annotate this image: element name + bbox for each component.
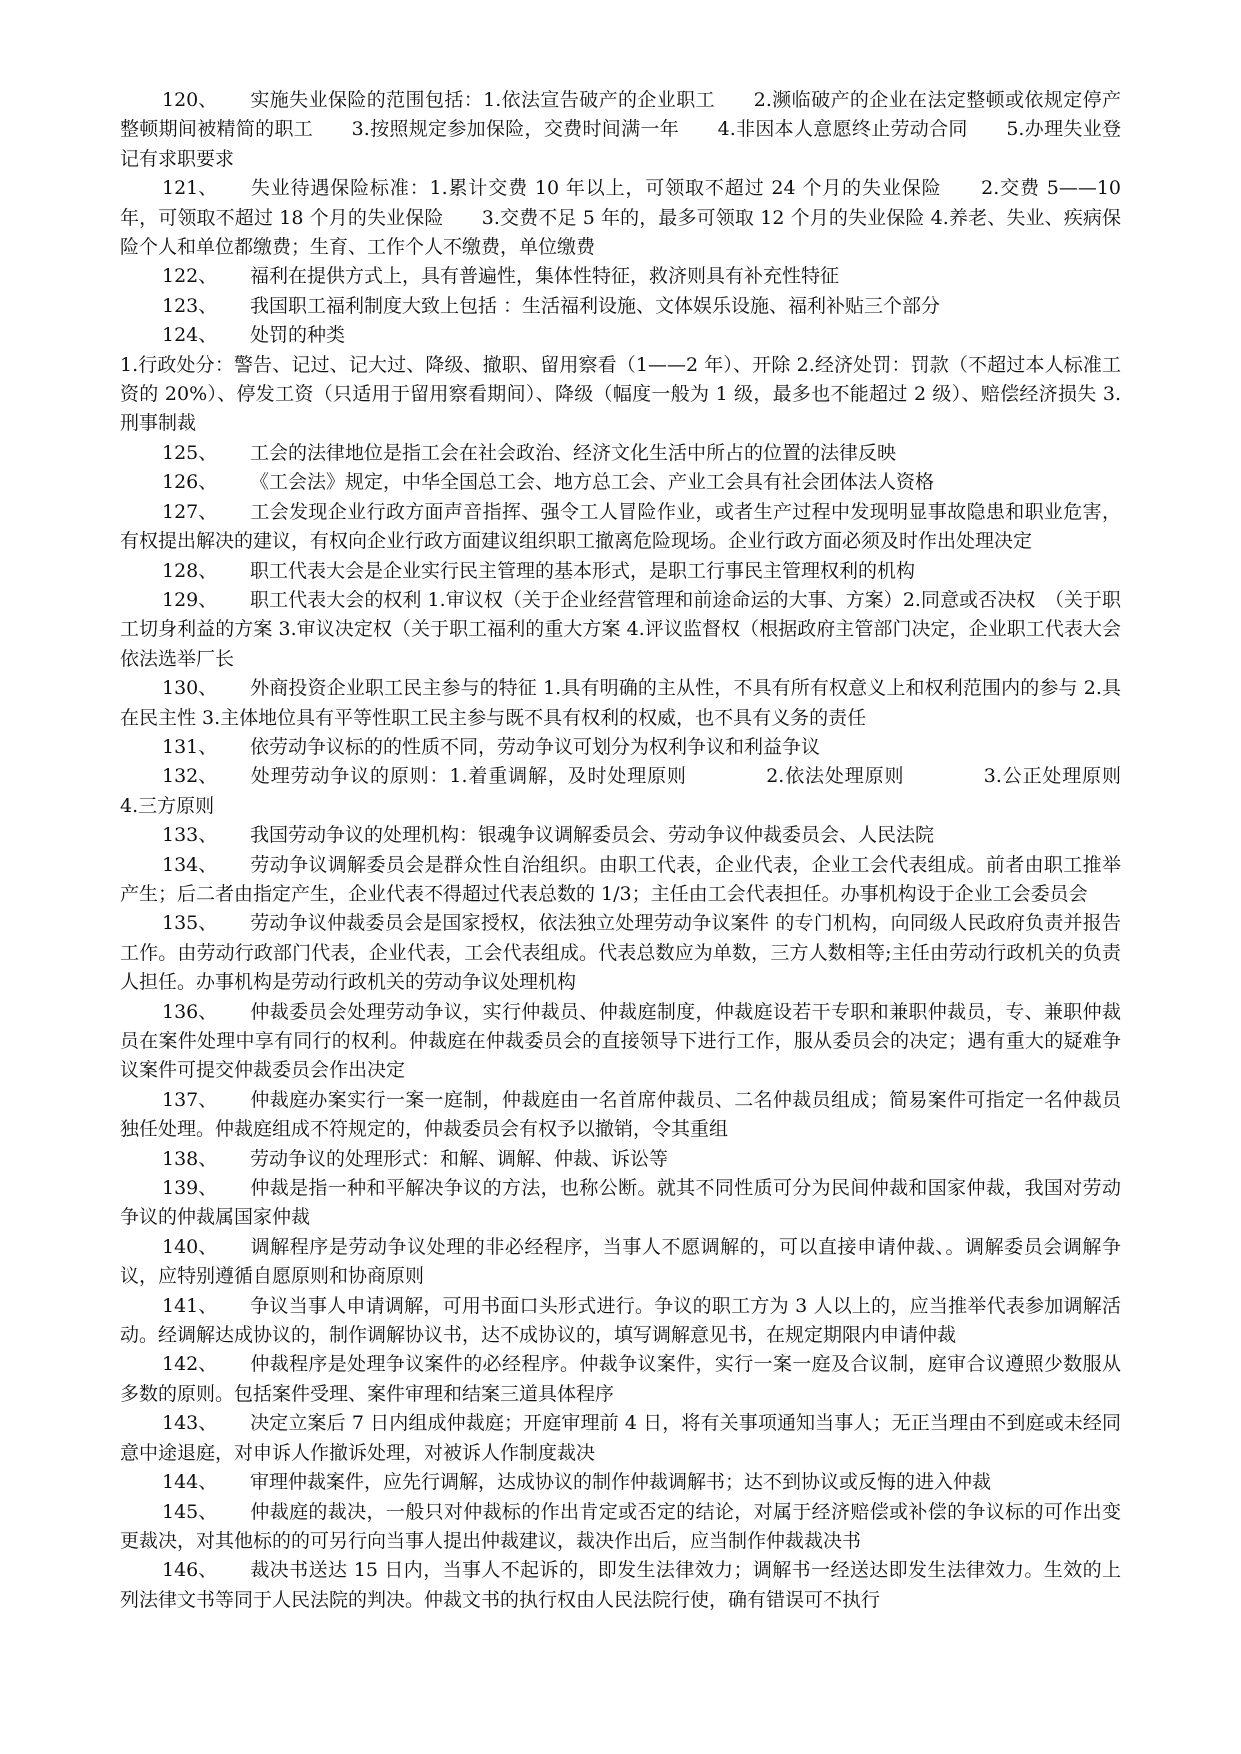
numbered-item <box>120 174 1121 262</box>
item-number: 136、 <box>162 1000 218 1023</box>
item-text: 外商投资企业职工民主参与的特征 1.具有明确的主从性，不具有所有权意义上和权利范围内的参与 2.具在民主性 3.主体地位具有平等性职工民主参与既不具有权利的权威，也不具有义务的责任 <box>120 677 1121 729</box>
numbered-item <box>120 1145 1121 1174</box>
numbered-item <box>120 1086 1121 1145</box>
item-number: 146、 <box>162 1559 218 1582</box>
numbered-item <box>120 292 1121 321</box>
item-number: 129、 <box>162 588 218 611</box>
item-text: 我国职工福利制度大致上包括 ：生活福利设施、文体娱乐设施、福利补贴三个部分 <box>250 294 941 317</box>
item-number: 133、 <box>162 824 218 847</box>
numbered-item <box>120 86 1121 174</box>
item-text: 处理劳动争议的原则：1.着重调解，及时处理原则 2.依法处理原则 3.公正处理原则 4.三方原则 <box>120 765 1160 817</box>
item-number: 145、 <box>162 1500 218 1523</box>
item-text: 审理仲裁案件，应先行调解，达成协议的制作仲裁调解书；达不到协议或反悔的进入仲裁 <box>250 1471 992 1494</box>
item-number: 120、 <box>162 89 218 111</box>
item-text: 工会发现企业行政方面声音指挥、强令工人冒险作业，或者生产过程中发现明显事故隐患和职业危害，有权提出解决的建议，有权向企业行政方面建议组织职工撤离危险现场。企业行政方面必须及时作出处理决定 <box>120 500 1121 553</box>
numbered-item <box>120 439 1121 468</box>
item-number: 125、 <box>162 441 218 464</box>
numbered-item <box>120 821 1121 850</box>
item-number: 144、 <box>162 1471 218 1494</box>
item-text: 仲裁委员会处理劳动争议，实行仲裁员、仲裁庭制度，仲裁庭设若干专职和兼职仲裁员，专、兼职仲裁员在案件处理中享有同行的权利。仲裁庭在仲裁委员会的直接领导下进行工作，服从委员会的决定；遇有重大的疑难争议案件可提交仲裁委员会作出决定 <box>120 1000 1121 1082</box>
document-body <box>120 86 1160 1615</box>
item-text: 《工会法》规定，中华全国总工会、地方总工会、产业工会具有社会团体法人资格 <box>250 471 935 494</box>
numbered-item <box>120 909 1121 997</box>
numbered-item <box>120 1233 1121 1292</box>
numbered-item <box>120 321 1121 350</box>
item-text: 处罚的种类 <box>250 324 346 347</box>
numbered-item <box>120 262 1121 291</box>
item-text: 职工代表大会是企业实行民主管理的基本形式，是职工行事民主管理权利的机构 <box>250 559 916 582</box>
numbered-item <box>120 1350 1121 1409</box>
item-text: 劳动争议的处理形式：和解、调解、仲裁、诉讼等 <box>250 1147 669 1170</box>
item-text: 福利在提供方式上，具有普遍性，集体性特征，救济则具有补充性特征 <box>250 265 840 288</box>
item-text: 工会的法律地位是指工会在社会政治、经济文化生活中所占的位置的法律反映 <box>250 441 897 464</box>
item-text: 劳动争议调解委员会是群众性自治组织。由职工代表，企业代表，企业工会代表组成。前者由职工推举产生；后二者由指定产生，企业代表不得超过代表总数的 1/3；主任由工会代表担任。办事机构设于企业工会委员会 <box>120 853 1121 905</box>
numbered-item <box>120 733 1121 762</box>
item-text: 仲裁庭的裁决，一般只对仲裁标的作出肯定或否定的结论，对属于经济赔偿或补偿的争议标的可作出变更裁决，对其他标的的可另行向当事人提出仲裁建议，裁决作出后，应当制作仲裁裁决书 <box>120 1500 1121 1552</box>
item-number: 141、 <box>162 1294 218 1317</box>
item-text: 依劳动争议标的的性质不同，劳动争议可划分为权利争议和利益争议 <box>250 735 821 758</box>
numbered-item <box>120 468 1121 497</box>
numbered-item <box>120 1409 1121 1468</box>
item-number: 122、 <box>162 265 218 288</box>
item-text: 仲裁程序是处理争议案件的必经程序。仲裁争议案件，实行一案一庭及合议制，庭审合议遵照少数服从多数的原则。包括案件受理、案件审理和结案三道具体程序 <box>120 1353 1121 1405</box>
item-number: 139、 <box>162 1177 218 1200</box>
item-text: 争议当事人申请调解，可用书面口头形式进行。争议的职工方为 3 人以上的，应当推举代表参加调解活动。经调解达成协议的，制作调解协议书，达不成协议的，填写调解意见书，在规定期限内申请仲裁 <box>120 1294 1121 1347</box>
item-number: 124、 <box>162 324 218 347</box>
item-number: 132、 <box>162 765 218 788</box>
item-text: 我国劳动争议的处理机构：银魂争议调解委员会、劳动争议仲裁委员会、人民法院 <box>250 824 935 847</box>
numbered-item <box>120 1174 1121 1233</box>
item-number: 142、 <box>162 1353 218 1376</box>
item-number: 121、 <box>162 177 218 200</box>
item-number: 123、 <box>162 294 218 317</box>
item-text: 仲裁庭办案实行一案一庭制，仲裁庭由一名首席仲裁员、二名仲裁员组成；简易案件可指定一名仲裁员独任处理。仲裁庭组成不符规定的，仲裁委员会有权予以撤销，令其重组 <box>120 1088 1121 1141</box>
item-text: 裁决书送达 15 日内，当事人不起诉的，即发生法律效力；调解书一经送达即发生法律效力。生效的上列法律文书等同于人民法院的判决。仲裁文书的执行权由人民法院行使，确有错误可不执行 <box>120 1559 1121 1611</box>
item-text: 实施失业保险的范围包括：1.依法宣告破产的企业职工 2.濒临破产的企业在法定整顿或依规定停产整顿期间被精简的职工 3.按照规定参加保险，交费时间满一年 4.非因本人意愿终止劳动合同 5.办理失业登记有求职要求 <box>120 89 1121 170</box>
item-number: 138、 <box>162 1147 218 1170</box>
item-text: 职工代表大会的权利 1.审议权（关于企业经营管理和前途命运的大事、方案）2.同意或否决权 （关于职工切身利益的方案 3.审议决定权（关于职工福利的重大方案 4.评议监督权（根据政府主管部门决定，企业职工代表大会依法选举厂长 <box>120 588 1121 670</box>
numbered-item <box>120 1556 1121 1615</box>
item-text: 1.行政处分：警告、记过、记大过、降级、撤职、留用察看（1——2 年）、开除 2.经济处罚：罚款（不超过本人标准工资的 20%）、停发工资（只适用于留用察看期间）、降级（幅度一般为 1 级，最多也不能超过 2 级）、赔偿经济损失 3.刑事制裁 <box>120 353 1121 435</box>
item-number: 135、 <box>162 912 218 935</box>
item-number: 126、 <box>162 471 218 494</box>
item-number: 127、 <box>162 500 218 523</box>
continuation-paragraph <box>120 351 1121 439</box>
item-number: 140、 <box>162 1235 218 1258</box>
numbered-item <box>120 998 1121 1086</box>
item-number: 134、 <box>162 853 218 876</box>
numbered-item <box>120 1468 1121 1497</box>
item-text: 劳动争议仲裁委员会是国家授权，依法独立处理劳动争议案件 的专门机构，向同级人民政府负责并报告工作。由劳动行政部门代表，企业代表，工会代表组成。代表总数应为单数，三方人数相等;主任由劳动行政机关的负责人担任。办事机构是劳动行政机关的劳动争议处理机构 <box>120 912 1121 994</box>
item-text: 决定立案后 7 日内组成仲裁庭；开庭审理前 4 日，将有关事项通知当事人；无正当理由不到庭或未经同意中途退庭，对申诉人作撤诉处理，对被诉人作制度裁决 <box>120 1412 1121 1464</box>
numbered-item <box>120 586 1121 674</box>
item-text: 调解程序是劳动争议处理的非必经程序，当事人不愿调解的，可以直接申请仲裁、。调解委员会调解争议，应特别遵循自愿原则和协商原则 <box>120 1235 1121 1288</box>
item-number: 143、 <box>162 1412 218 1435</box>
item-number: 137、 <box>162 1088 218 1111</box>
item-text: 仲裁是指一种和平解决争议的方法，也称公断。就其不同性质可分为民间仲裁和国家仲裁，我国对劳动争议的仲裁属国家仲裁 <box>120 1177 1121 1229</box>
item-number: 130、 <box>162 677 218 700</box>
numbered-item <box>120 762 1160 821</box>
item-number: 128、 <box>162 559 218 582</box>
numbered-item <box>120 674 1121 733</box>
item-number: 131、 <box>162 735 218 758</box>
numbered-item <box>120 851 1121 910</box>
numbered-item <box>120 1292 1121 1351</box>
numbered-item <box>120 1498 1121 1557</box>
numbered-item <box>120 557 1121 586</box>
numbered-item <box>120 498 1121 557</box>
item-text: 失业待遇保险标准：1.累计交费 10 年以上，可领取不超过 24 个月的失业保险 2.交费 5——10 年，可领取不超过 18 个月的失业保险 3.交费不足 5 年的，最多可领取 12 个月的失业保险 4.养老、失业、疾病保险个人和单位都缴费；生育、工作个人不缴费，单位缴费 <box>120 177 1121 259</box>
